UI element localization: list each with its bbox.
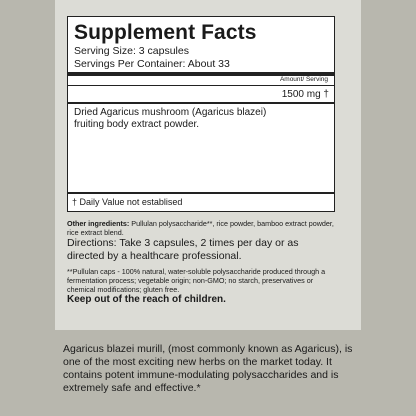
other-ingredients-label: Other ingredients: [67, 219, 130, 228]
daily-value-note: † Daily Value not establised [72, 197, 183, 207]
supplement-facts-box [67, 16, 335, 212]
product-description: Agaricus blazei murill, (most commonly known as Agaricus), is one of the most exciting new herbs on the market today. It contains potent immune-modulating polysaccharides and is extremely safe and effective.* [63, 343, 353, 394]
facts-title: Supplement Facts [74, 21, 257, 44]
bottom-divider [68, 192, 334, 194]
servings-per-container: Servings Per Container: About 33 [74, 58, 230, 70]
ingredient-description: Dried Agaricus mushroom (Agaricus blazei) fruiting body extract powder. [74, 107, 267, 130]
directions: Directions: Take 3 capsules, 2 times per day or as directed by a healthcare professional. [67, 237, 299, 262]
mid-divider [68, 102, 334, 104]
amount-per-serving-header: Amount/ Serving [279, 76, 328, 83]
other-ingredients [67, 219, 339, 237]
child-warning: Keep out of the reach of children. [67, 294, 226, 305]
serving-size: Serving Size: 3 capsules [74, 45, 189, 57]
other-ingredients-text: Pullulan polysaccharide**, rice powder, bamboo extract powder, rice extract blend. [67, 219, 334, 237]
pullulan-note: **Pullulan caps - 100% natural, water-soluble polysaccharide produced through a fermentation process; vegetable origin; non-GMO; no starch, preservatives or chemical modifications; gluten free. [67, 267, 326, 294]
amount-value: 1500 mg † [281, 89, 329, 100]
thin-divider [68, 85, 334, 86]
